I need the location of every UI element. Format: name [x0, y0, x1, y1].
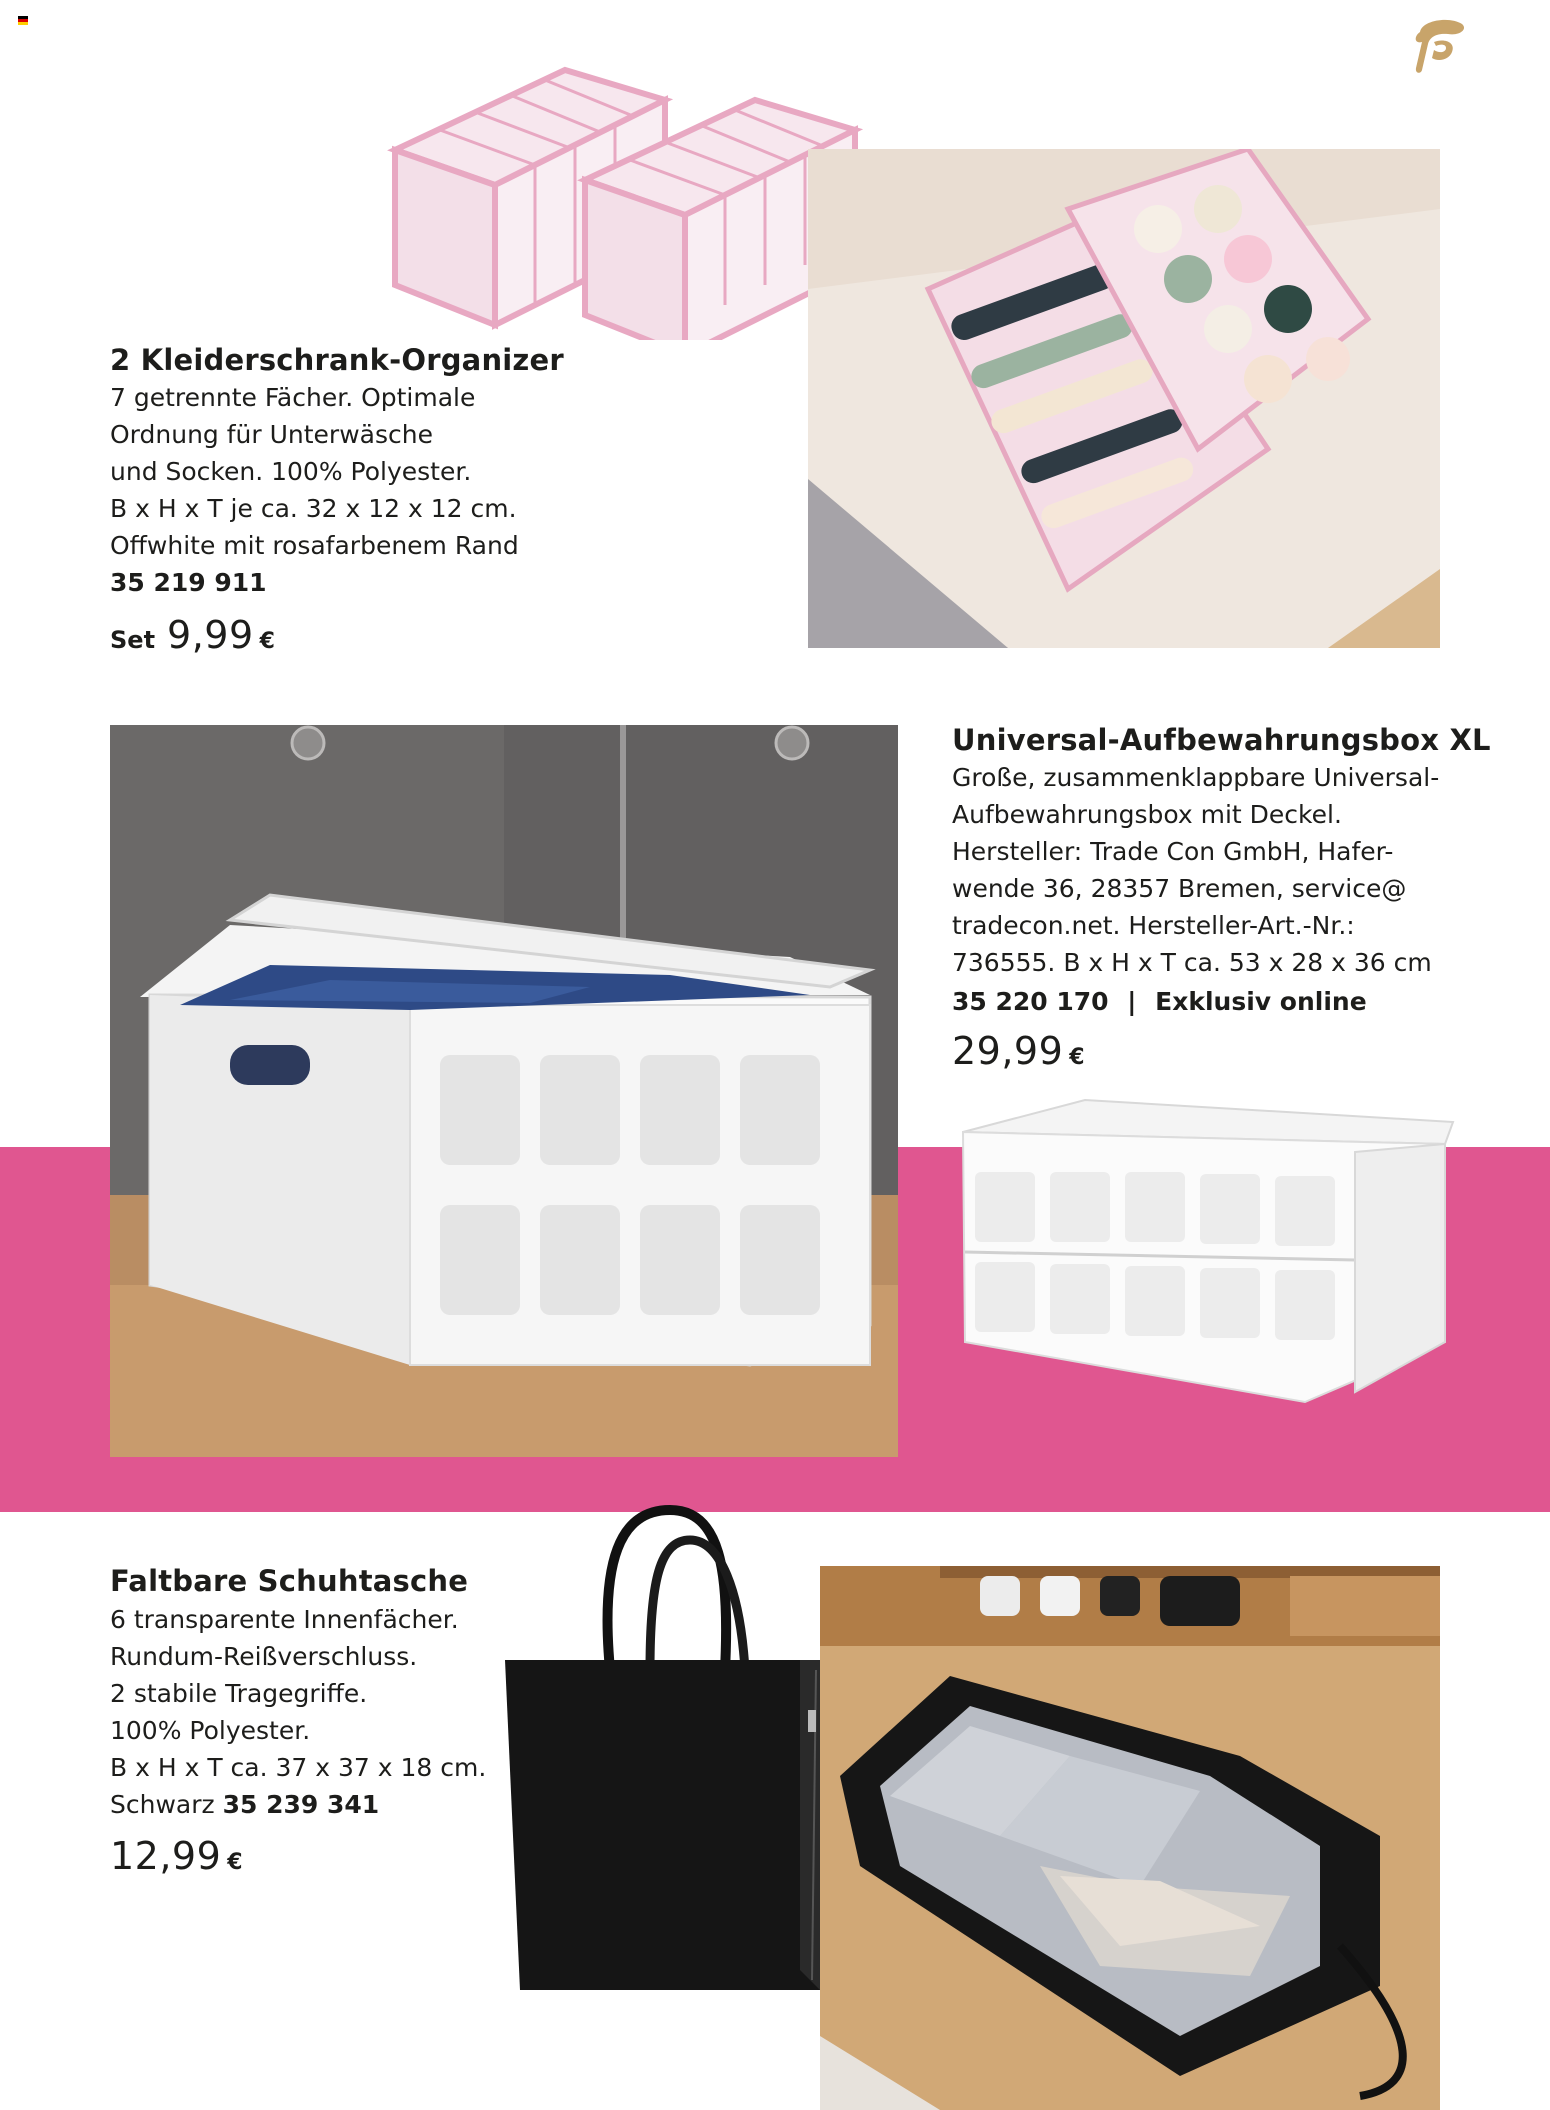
- price: 9,99: [167, 613, 254, 657]
- description-line: Hersteller: Trade Con GmbH, Hafer-: [952, 837, 1394, 866]
- description-line: und Socken. 100% Polyester.: [110, 457, 472, 486]
- tchibo-logo-icon: [1400, 12, 1470, 78]
- product-title: Universal-Aufbewahrungsbox XL: [952, 723, 1491, 757]
- description-line: tradecon.net. Hersteller-Art.-Nr.:: [952, 911, 1355, 940]
- description-line: B x H x T je ca. 32 x 12 x 12 cm.: [110, 494, 517, 523]
- exclusive-online-label: Exklusiv online: [1155, 987, 1367, 1016]
- article-number: 35 220 170: [952, 987, 1109, 1016]
- description-line: 7 getrennte Fächer. Optimale: [110, 383, 476, 412]
- product-title: Faltbare Schuhtasche: [110, 1564, 469, 1598]
- currency-symbol: €: [227, 1850, 243, 1875]
- description-line: Ordnung für Unterwäsche: [110, 420, 433, 449]
- color-label: Schwarz: [110, 1790, 215, 1819]
- currency-symbol: €: [259, 629, 275, 654]
- description-line: Große, zusammenklappbare Universal-: [952, 763, 1440, 792]
- description-line: 6 transparente Innenfächer.: [110, 1605, 459, 1634]
- price: 12,99: [110, 1834, 222, 1878]
- price-block: [952, 1030, 1085, 1079]
- article-number: 35 219 911: [110, 568, 267, 597]
- germany-flag-icon: [18, 16, 28, 25]
- storage-box-photo: [110, 725, 898, 1457]
- description-line: B x H x T ca. 37 x 37 x 18 cm.: [110, 1753, 487, 1782]
- description-line: 100% Polyester.: [110, 1716, 311, 1745]
- color-and-article-line: [110, 1786, 610, 1823]
- organizer-product-image: [385, 40, 865, 340]
- separator: |: [1127, 987, 1137, 1016]
- description-line: Offwhite mit rosafarbenem Rand: [110, 531, 519, 560]
- description-line: wende 36, 28357 Bremen, service@: [952, 874, 1407, 903]
- article-number: 35 239 341: [222, 1790, 380, 1819]
- price-block: [110, 1835, 243, 1884]
- product-description: [110, 1601, 610, 1823]
- currency-symbol: €: [1069, 1045, 1085, 1070]
- drawer-organizer-photo: [808, 149, 1440, 648]
- open-shoe-bag-photo: [820, 1566, 1440, 2110]
- description-line: Rundum-Reißverschluss.: [110, 1642, 418, 1671]
- product-title: 2 Kleiderschrank-Organizer: [110, 343, 564, 377]
- description-line: Aufbewahrungsbox mit Deckel.: [952, 800, 1342, 829]
- price-prefix: Set: [110, 626, 156, 654]
- price-block: [110, 614, 275, 663]
- price: 29,99: [952, 1029, 1064, 1073]
- description-line: 736555. B x H x T ca. 53 x 28 x 36 cm: [952, 948, 1432, 977]
- storage-box-product-image: [955, 1092, 1455, 1407]
- product-description: [952, 759, 1512, 981]
- product-description: [110, 379, 710, 564]
- description-line: 2 stabile Tragegriffe.: [110, 1679, 368, 1708]
- article-number-row: [952, 983, 1367, 1020]
